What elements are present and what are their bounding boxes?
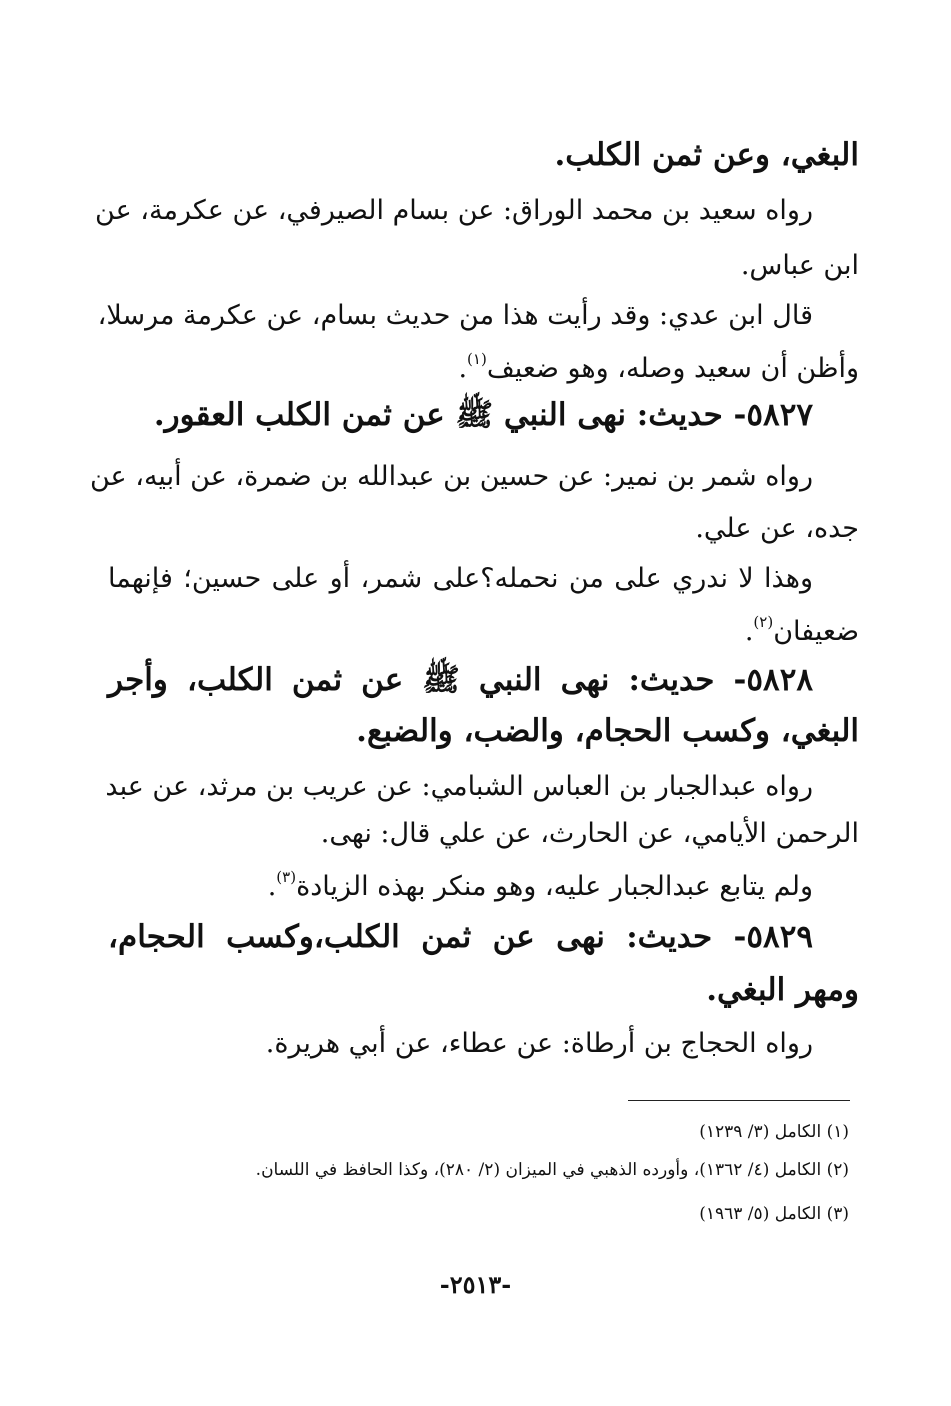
text-line-narration: رواه عبدالجبار بن العباس الشبامي: عن عريب بن مرثد، عن عبد <box>105 771 813 802</box>
text-line-narration: رواه سعيد بن محمد الوراق: عن بسام الصيرفي، عن عكرمة، عن <box>95 195 813 226</box>
text-line-comment: قال ابن عدي: وقد رأيت هذا من حديث بسام، عن عكرمة مرسلا، <box>97 300 813 331</box>
page-number: -٢٥١٣- <box>439 1270 512 1299</box>
text-line-comment: وهذا لا ندري على من نحمله؟على شمر، أو على حسين؛ فإنهما <box>108 563 813 594</box>
text-line-narration-end: الرحمن الأيامي، عن الحارث، عن علي قال: نهى. <box>320 818 859 849</box>
hadith-heading-5828: ٥٨٢٨- حديث: نهى النبي ﷺ عن ثمن الكلب، وأجر <box>108 662 813 698</box>
text-line-narration: رواه الحجاج بن أرطاة: عن عطاء، عن أبي هريرة. <box>265 1028 813 1059</box>
hadith-heading-5829: ٥٨٢٩- حديث: نهى عن ثمن الكلب،وكسب الحجام، <box>108 919 813 955</box>
footnote-divider <box>628 1100 850 1101</box>
text-line-comment: ولم يتابع عبدالجبار عليه، وهو منكر بهذه الزيادة$^{(٣)}$. <box>267 868 813 902</box>
footnote-1: (١) الكامل (٣/ ١٢٣٩) <box>699 1122 849 1142</box>
hadith-heading-5828-cont: البغي، وكسب الحجام، والضب، والضبع. <box>356 713 859 749</box>
footnote-marker-1: (١) <box>467 350 487 368</box>
hadith-heading-5829-cont: ومهر البغي. <box>706 972 859 1008</box>
text-line-comment-end: ضعيفان$^{(٢)}$. <box>744 613 859 647</box>
text-line-narration-end: ابن عباس. <box>740 250 859 281</box>
footnote-marker-3: (٣) <box>276 868 297 886</box>
text-line-narration: رواه شمر بن نمير: عن حسين بن عبدالله بن ضمرة، عن أبيه، عن <box>89 461 813 492</box>
footnote-3: (٣) الكامل (٥/ ١٩٦٣) <box>699 1204 849 1224</box>
text-line-narration-end: جده، عن علي. <box>695 513 859 544</box>
text-line-comment-end: وأظن أن سعيد وصله، وهو ضعيف$^{(١)}$. <box>458 350 859 384</box>
footnote-2: (٢) الكامل (٤/ ١٣٦٢)، وأورده الذهبي في الميزان (٢/ ٢٨٠)، وكذا الحافظ في اللسان. <box>255 1160 849 1180</box>
footnote-marker-2: (٢) <box>753 613 774 631</box>
hadith-heading-5827: ٥٨٢٧- حديث: نهى النبي ﷺ عن ثمن الكلب العقور. <box>153 397 813 433</box>
text-line-continuation-heading: البغي، وعن ثمن الكلب. <box>554 137 859 173</box>
